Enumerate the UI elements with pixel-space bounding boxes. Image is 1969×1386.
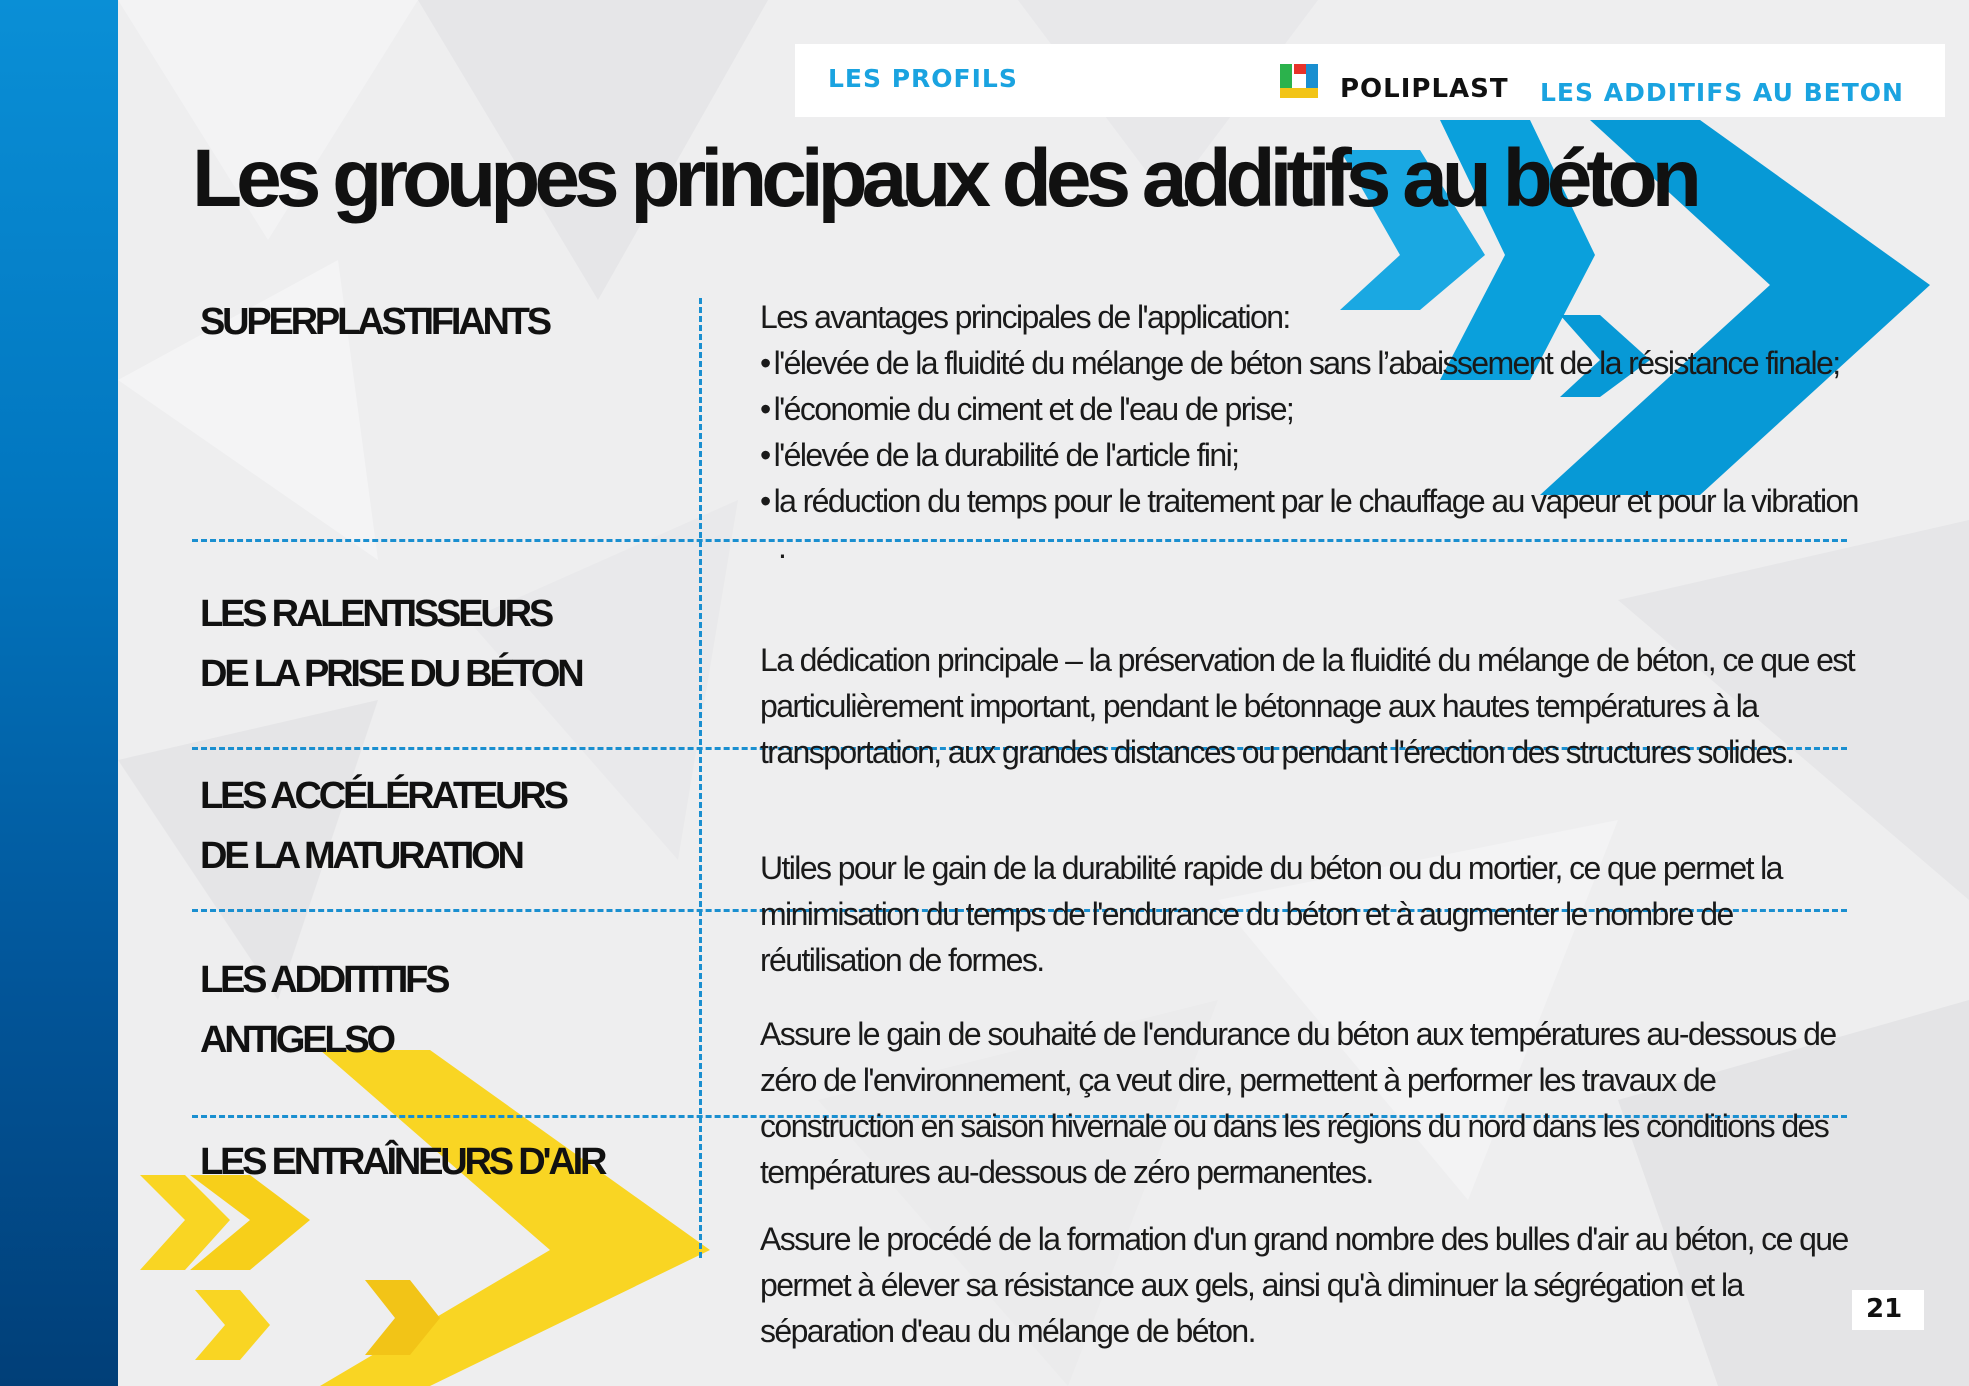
description-entraineurs: Assure le procédé de la formation d'un grand nombre des bulles d'air au béton, ce que permet à élever sa résistance aux gels, ainsi qu'à diminuer la ségrégation et la séparation d'eau du mélange de béton. (760, 1221, 1848, 1349)
category-line: LES ACCÉLÉRATEURS (200, 775, 566, 817)
vertical-divider (699, 298, 702, 1258)
list-item: • l'économie du ciment et de l'eau de prise; (760, 386, 1870, 432)
category-line: LES RALENTISSEURS (200, 593, 551, 635)
description-ralentisseurs: La dédication principale – la préservation de la fluidité du mélange de béton, ce que est particulièrement important, pendant le bétonnage aux hautes températures à la transportation, aux grandes distances ou pendant l'érection des structures solides. (760, 642, 1854, 770)
category-line: ANTIGELSO (200, 1019, 393, 1061)
page-title: Les groupes principaux des additifs au béton (192, 133, 1696, 224)
page-number: 21 (1866, 1294, 1903, 1324)
description-accelerateurs: Utiles pour le gain de la durabilité rapide du béton ou du mortier, ce que permet la minimisation du temps de l'endurance du béton et à augmenter le nombre de réutilisation de formes. (760, 850, 1782, 978)
description-antigel: Assure le gain de souhaité de l'endurance du béton aux températures au-dessous de zéro de l'environnement, ça veut dire, permettent à performer les travaux de construction en saison hivernale ou dans les régions du nord dans les conditions des températures au-dessous de zéro permanentes. (760, 1016, 1836, 1190)
category-line: LES ADDITITIFS (200, 959, 448, 1001)
category-antigel (200, 950, 447, 1070)
category-line: SUPERPLASTIFIANTS (200, 301, 549, 343)
header-profils-label[interactable]: LES PROFILS (828, 64, 1018, 93)
category-line: DE LA MATURATION (200, 835, 522, 877)
benefits-list (760, 340, 1870, 570)
left-color-bar (0, 0, 118, 1386)
list-item: • l'élevée de la fluidité du mélange de béton sans l’abaissement de la résistance finale; (760, 340, 1870, 386)
list-item: • l'élevée de la durabilité de l'article fini; (760, 432, 1870, 478)
category-superplastifiants (200, 292, 549, 352)
category-line: LES ENTRAÎNEURS D'AIR (200, 1141, 605, 1183)
header-additifs-label[interactable]: LES ADDITIFS AU BETON (1540, 78, 1904, 107)
description-superplastifiants (760, 294, 1870, 570)
list-item: • la réduction du temps pour le traitement par le chauffage au vapeur et pour la vibration . (760, 478, 1870, 570)
category-accelerateurs (200, 766, 566, 886)
header-brand: POLIPLAST (1340, 74, 1509, 104)
poliplast-logo-icon (1278, 60, 1320, 102)
description-intro: Les avantages principales de l'application: (760, 299, 1290, 335)
yellow-chevron-decoration (130, 1050, 730, 1386)
category-line: DE LA PRISE DU BÉTON (200, 653, 582, 695)
category-ralentisseurs (200, 584, 582, 704)
category-entraineurs (200, 1132, 604, 1192)
